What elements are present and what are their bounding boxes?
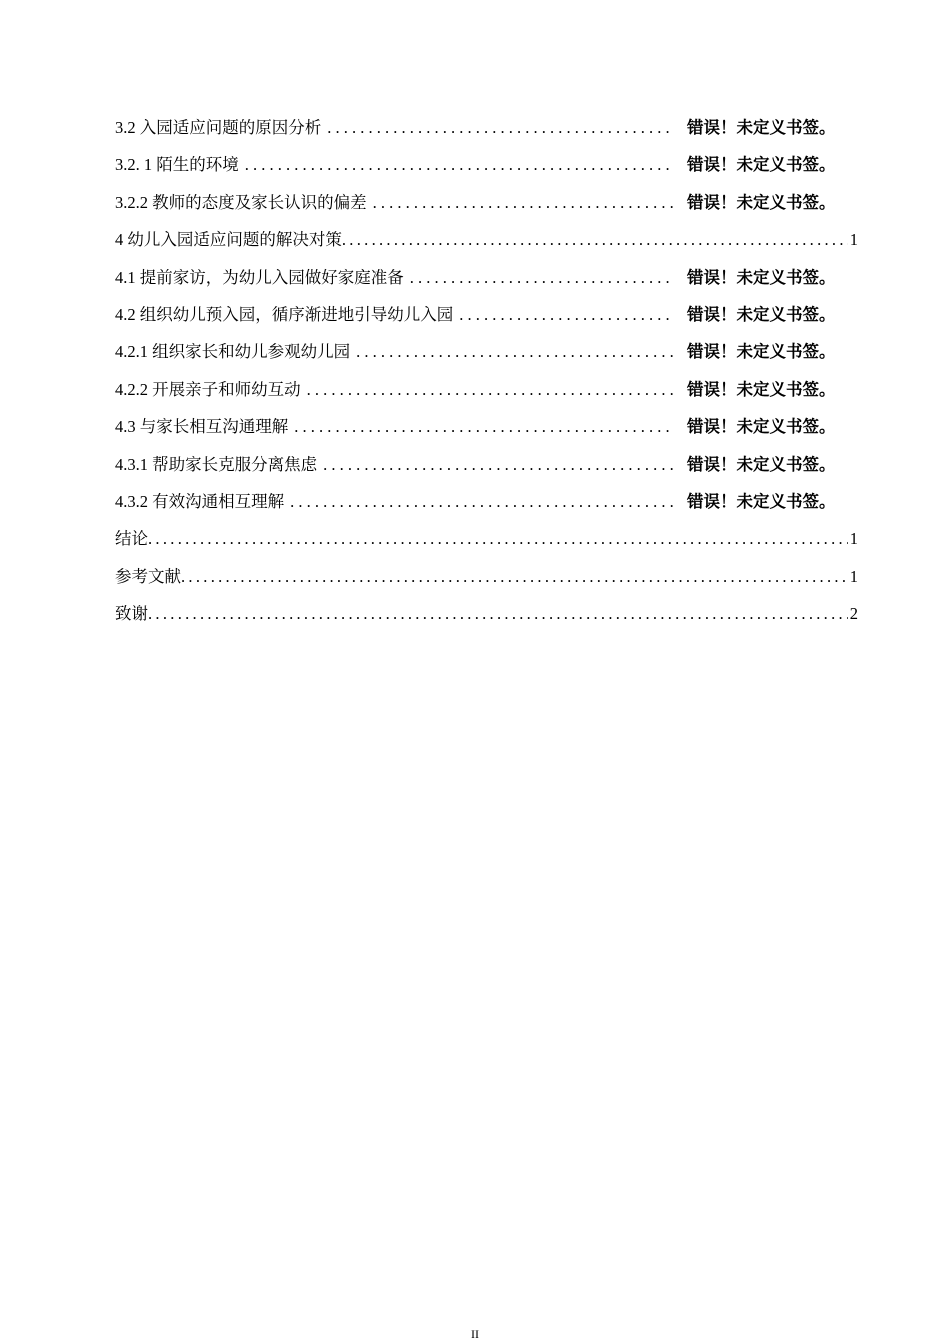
toc-dot-leader <box>373 193 673 213</box>
toc-dot-leader <box>245 155 673 175</box>
toc-entry-label: 4.2.2 开展亲子和师幼互动 <box>115 379 301 399</box>
toc-entry-error-text: 错误！未定义书签。 <box>687 417 836 437</box>
toc-dot-leader <box>327 118 673 138</box>
toc-dot-leader <box>294 417 673 437</box>
toc-entry-label: 4.3 与家长相互沟通理解 <box>115 417 289 437</box>
toc-entry-label: 4.2.1 组织家长和幼儿参观幼儿园 <box>115 342 351 362</box>
toc-entry-label: 4.3.1 帮助家长克服分离焦虑 <box>115 454 318 474</box>
toc-entry-label: 3.2.2 教师的态度及家长认识的偏差 <box>115 192 367 212</box>
toc-entry-error-text: 错误！未定义书签。 <box>687 267 836 287</box>
toc-entry-4-3-1[interactable] <box>115 451 858 488</box>
toc-entry-error-text: 错误！未定义书签。 <box>687 379 836 399</box>
toc-entry-3-2-1[interactable] <box>115 151 858 188</box>
toc-entry-acknowledgements[interactable] <box>115 600 858 637</box>
toc-entry-label: 4 幼儿入园适应问题的解决对策 <box>115 230 342 250</box>
toc-dot-leader <box>148 604 848 624</box>
toc-entry-label: 结论 <box>115 529 148 549</box>
toc-entry-label: 参考文献 <box>115 566 181 586</box>
toc-dot-leader <box>356 342 673 362</box>
toc-entry-4-2-2[interactable] <box>115 376 858 413</box>
toc-entry-page-number: 1 <box>849 529 858 549</box>
toc-dot-leader <box>410 268 673 288</box>
toc-entry-conclusion[interactable] <box>115 525 858 562</box>
toc-dot-leader <box>307 380 673 400</box>
toc-dot-leader <box>323 455 673 475</box>
toc-entry-error-text: 错误！未定义书签。 <box>687 118 836 137</box>
toc-entry-4-1[interactable] <box>115 264 858 301</box>
toc-entry-error-text: 错误！未定义书签。 <box>687 454 836 474</box>
toc-entry-error-text: 错误！未定义书签。 <box>687 491 836 511</box>
toc-entry-label: 4.2 组织幼儿预入园，循序渐进地引导幼儿入园 <box>115 304 454 324</box>
toc-entry-4-3[interactable] <box>115 413 858 450</box>
toc-entry-3-2[interactable] <box>115 114 858 151</box>
toc-entry-label: 3.2. 1 陌生的环境 <box>115 155 239 175</box>
toc-entry-label: 3.2 入园适应问题的原因分析 <box>115 118 322 137</box>
page-number-footer: II <box>471 1327 479 1341</box>
toc-entry-4-3-2[interactable] <box>115 488 858 525</box>
toc-entry-label: 4.1 提前家访，为幼儿入园做好家庭准备 <box>115 267 404 287</box>
toc-entry-error-text: 错误！未定义书签。 <box>687 192 836 212</box>
toc-entry-error-text: 错误！未定义书签。 <box>687 342 836 362</box>
toc-entry-4[interactable] <box>115 226 858 263</box>
toc-entry-4-2-1[interactable] <box>115 338 858 375</box>
toc-dot-leader <box>148 529 848 549</box>
toc-entry-page-number: 2 <box>849 604 858 624</box>
toc-entry-error-text: 错误！未定义书签。 <box>687 155 836 175</box>
table-of-contents <box>115 114 858 637</box>
toc-entry-4-2[interactable] <box>115 301 858 338</box>
toc-entry-references[interactable] <box>115 563 858 600</box>
toc-entry-page-number: 1 <box>849 566 858 586</box>
toc-dot-leader <box>459 305 673 325</box>
toc-entry-error-text: 错误！未定义书签。 <box>687 304 836 324</box>
toc-entry-page-number: 1 <box>849 230 858 250</box>
toc-entry-label: 致谢 <box>115 604 148 624</box>
toc-entry-3-2-2[interactable] <box>115 189 858 226</box>
toc-dot-leader <box>342 230 848 250</box>
toc-dot-leader <box>290 492 673 512</box>
toc-entry-label: 4.3.2 有效沟通相互理解 <box>115 491 285 511</box>
toc-dot-leader <box>181 567 848 587</box>
